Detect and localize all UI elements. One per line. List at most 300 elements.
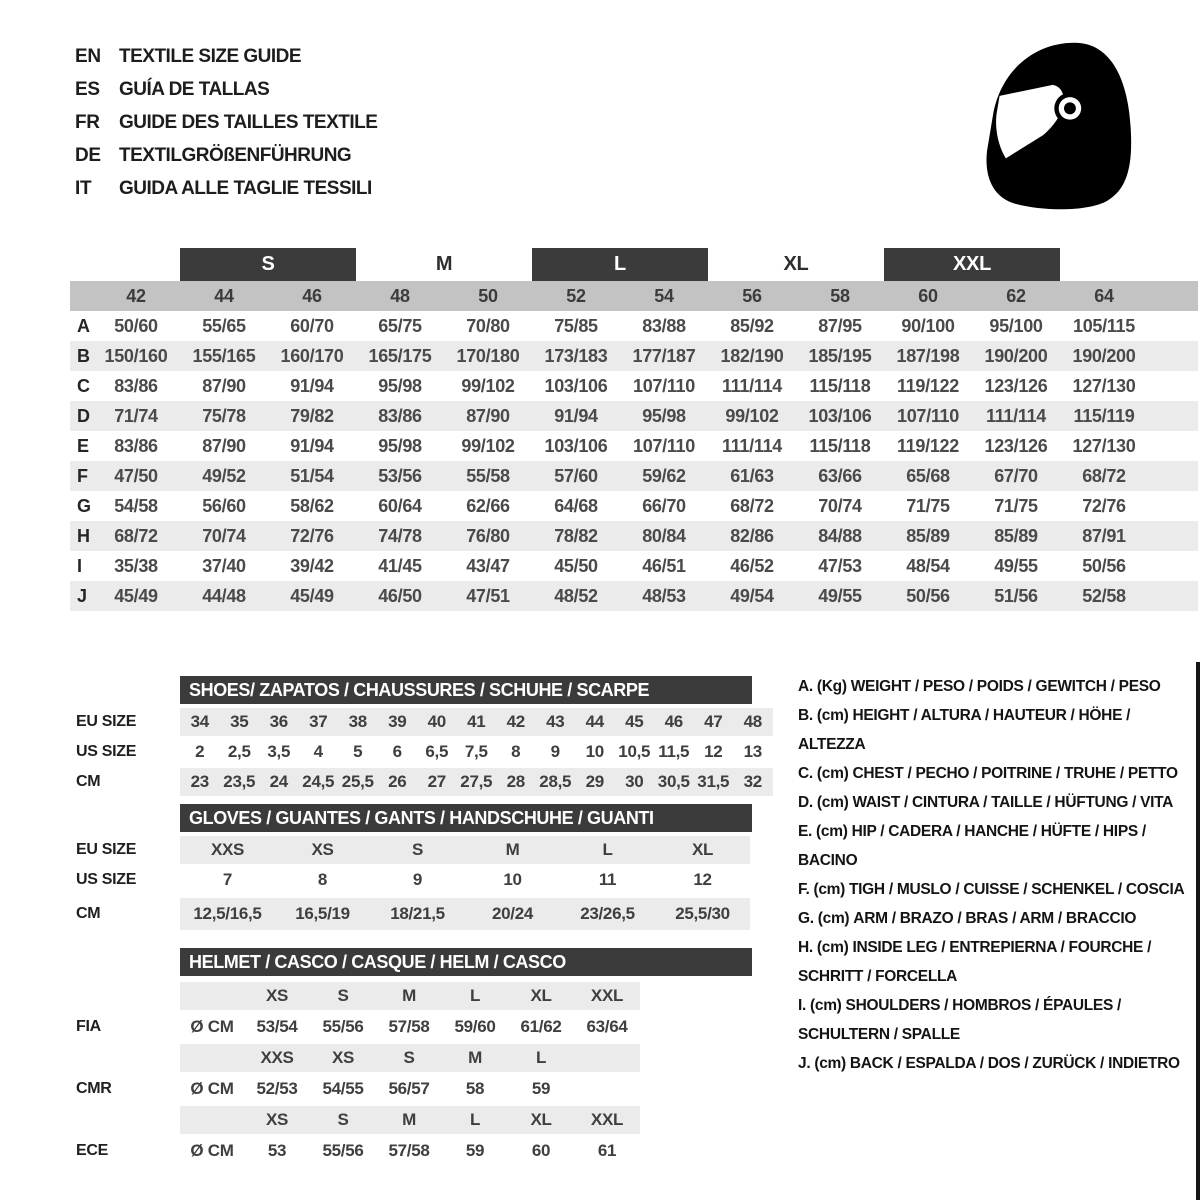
size-value: 72/76 bbox=[1082, 495, 1126, 516]
shoes-row bbox=[180, 768, 773, 796]
shoes-value: 9 bbox=[550, 742, 560, 761]
language-list bbox=[75, 40, 377, 205]
size-value: 123/126 bbox=[984, 435, 1048, 456]
size-value: 68/72 bbox=[1082, 465, 1126, 486]
eu-size-column-header: 64 bbox=[1094, 285, 1114, 306]
shoes-value: 24,5 bbox=[302, 772, 335, 791]
legend-unit: (cm) bbox=[816, 765, 849, 782]
size-value: 95/98 bbox=[378, 375, 422, 396]
gloves-value: 16,5/19 bbox=[295, 904, 350, 923]
size-value: 83/86 bbox=[378, 405, 422, 426]
shoes-value: 4 bbox=[313, 742, 323, 761]
measurement-row-i bbox=[70, 551, 1198, 581]
size-band-m: M bbox=[435, 253, 453, 275]
size-value: 99/102 bbox=[725, 405, 779, 426]
diameter-unit: Ø CM bbox=[190, 1079, 234, 1098]
helmet-size-label: L bbox=[469, 986, 481, 1005]
size-value: 71/75 bbox=[994, 495, 1038, 516]
size-value: 85/89 bbox=[994, 525, 1038, 546]
size-value: 119/122 bbox=[897, 375, 959, 396]
size-value: 103/106 bbox=[808, 405, 872, 426]
size-value: 53/56 bbox=[378, 465, 422, 486]
eu-size-column-header: 54 bbox=[654, 285, 674, 306]
helmet-size-value: 59 bbox=[465, 1141, 485, 1160]
size-value: 64/68 bbox=[554, 495, 598, 516]
size-value: 75/85 bbox=[554, 315, 598, 336]
language-title: GUIDE DES TAILLES TEXTILE bbox=[119, 112, 378, 133]
size-value: 85/92 bbox=[730, 315, 774, 336]
shoes-value: 25,5 bbox=[341, 772, 374, 791]
legend-unit: (cm) bbox=[813, 881, 845, 898]
shoes-value: 41 bbox=[467, 712, 486, 731]
size-value: 45/49 bbox=[290, 585, 334, 606]
size-value: 79/82 bbox=[290, 405, 334, 426]
shoes-value: 11,5 bbox=[658, 742, 690, 761]
size-value: 185/195 bbox=[808, 345, 872, 366]
size-value: 91/94 bbox=[554, 405, 598, 426]
legend-item bbox=[798, 904, 1190, 933]
size-value: 56/60 bbox=[202, 495, 246, 516]
eu-size-column-header: 48 bbox=[390, 285, 410, 306]
helmet-size-label: XXS bbox=[260, 1048, 294, 1067]
eu-size-header-row bbox=[70, 281, 1198, 311]
size-value: 58/62 bbox=[290, 495, 334, 516]
legend-item bbox=[798, 1049, 1190, 1078]
measurement-row-e bbox=[70, 431, 1198, 461]
size-value: 49/55 bbox=[818, 585, 862, 606]
language-row bbox=[75, 40, 377, 73]
size-value: 72/76 bbox=[290, 525, 334, 546]
shoes-value: 42 bbox=[506, 712, 525, 731]
size-value: 70/80 bbox=[466, 315, 510, 336]
size-value: 103/106 bbox=[544, 435, 608, 456]
helmet-size-label: M bbox=[402, 1110, 416, 1129]
legend-key: G. bbox=[798, 910, 814, 927]
size-value: 111/114 bbox=[986, 405, 1046, 426]
shoes-value: 8 bbox=[511, 742, 521, 761]
measurement-row-label: F bbox=[77, 465, 88, 486]
gloves-value: XS bbox=[311, 840, 334, 859]
shoes-value: 30,5 bbox=[657, 772, 690, 791]
size-value: 87/91 bbox=[1082, 525, 1126, 546]
helmet-size-value: 59/60 bbox=[454, 1017, 496, 1036]
size-value: 37/40 bbox=[202, 555, 246, 576]
helmet-size-value: 55/56 bbox=[322, 1141, 364, 1160]
shoes-value: 29 bbox=[585, 772, 604, 791]
helmet-size-label: XXL bbox=[590, 1110, 624, 1129]
measurement-row-label: B bbox=[77, 345, 90, 366]
shoes-value: 38 bbox=[348, 712, 367, 731]
size-value: 45/49 bbox=[114, 585, 158, 606]
gloves-section-header: GLOVES / GUANTES / GANTS / HANDSCHUHE / GUANTI bbox=[180, 804, 752, 832]
legend-item bbox=[798, 817, 1190, 875]
eu-size-column-header: 46 bbox=[302, 285, 322, 306]
legend-text: HEIGHT / ALTURA / HAUTEUR / HÖHE / ALTEZZA bbox=[798, 707, 1131, 753]
shoes-value: 28 bbox=[506, 772, 525, 791]
gloves-row bbox=[180, 898, 750, 930]
measurement-row-a bbox=[70, 311, 1198, 341]
legend-text: ARM / BRAZO / BRAS / ARM / BRACCIO bbox=[853, 910, 1137, 927]
helmet-size-value: 59 bbox=[531, 1079, 551, 1098]
legend-text: TIGH / MUSLO / CUISSE / SCHENKEL / COSCIA bbox=[849, 881, 1185, 898]
shoes-value: 40 bbox=[427, 712, 446, 731]
size-value: 59/62 bbox=[642, 465, 686, 486]
legend-text: WAIST / CINTURA / TAILLE / HÜFTUNG / VITA bbox=[852, 794, 1174, 811]
shoes-value: 28,5 bbox=[539, 772, 572, 791]
size-value: 47/50 bbox=[114, 465, 158, 486]
diameter-unit: Ø CM bbox=[190, 1141, 234, 1160]
shoes-value: 23,5 bbox=[223, 772, 256, 791]
helmet-size-label: L bbox=[469, 1110, 481, 1129]
size-value: 123/126 bbox=[984, 375, 1048, 396]
helmet-size-header-row bbox=[180, 1044, 640, 1072]
size-value: 170/180 bbox=[456, 345, 520, 366]
size-value: 41/45 bbox=[378, 555, 422, 576]
legend-text: BACK / ESPALDA / DOS / ZURÜCK / INDIETRO bbox=[849, 1055, 1180, 1072]
size-value: 68/72 bbox=[114, 525, 158, 546]
size-value: 115/118 bbox=[809, 375, 871, 396]
size-value: 49/55 bbox=[994, 555, 1038, 576]
size-value: 63/66 bbox=[818, 465, 862, 486]
size-value: 78/82 bbox=[554, 525, 598, 546]
size-value: 103/106 bbox=[544, 375, 608, 396]
size-value: 74/78 bbox=[378, 525, 422, 546]
helmet-size-label: XS bbox=[265, 986, 289, 1005]
legend-key: I. bbox=[798, 997, 807, 1014]
shoes-row bbox=[180, 738, 773, 766]
language-row bbox=[75, 172, 377, 205]
size-value: 127/130 bbox=[1072, 375, 1136, 396]
legend-item bbox=[798, 991, 1190, 1049]
helmet-section-header: HELMET / CASCO / CASQUE / HELM / CASCO bbox=[180, 948, 752, 976]
eu-size-column-header: 56 bbox=[742, 285, 762, 306]
size-value: 71/75 bbox=[906, 495, 950, 516]
size-value: 115/119 bbox=[1073, 405, 1135, 426]
legend-key: C. bbox=[798, 765, 813, 782]
helmet-size-label: L bbox=[535, 1048, 547, 1067]
shoes-value: 3,5 bbox=[267, 742, 291, 761]
language-code: DE bbox=[75, 145, 101, 166]
helmet-size-header-row bbox=[180, 982, 640, 1010]
size-value: 75/78 bbox=[202, 405, 246, 426]
shoes-value: 12 bbox=[704, 742, 723, 761]
legend-item bbox=[798, 875, 1190, 904]
gloves-row-label: EU SIZE bbox=[76, 841, 137, 858]
helmet-value-row bbox=[180, 1074, 640, 1104]
legend-item bbox=[798, 759, 1190, 788]
size-value: 107/110 bbox=[633, 375, 695, 396]
measurement-row-label: C bbox=[77, 375, 90, 396]
legend-key: F. bbox=[798, 881, 810, 898]
size-value: 71/74 bbox=[114, 405, 158, 426]
size-value: 87/90 bbox=[466, 405, 510, 426]
size-value: 85/89 bbox=[906, 525, 950, 546]
size-value: 95/100 bbox=[989, 315, 1043, 336]
measurement-row-c bbox=[70, 371, 1198, 401]
helmet-size-value: 52/53 bbox=[256, 1079, 298, 1098]
shoes-value: 36 bbox=[269, 712, 288, 731]
helmet-size-label: S bbox=[337, 986, 349, 1005]
helmet-size-value: 60 bbox=[531, 1141, 551, 1160]
shoes-value: 13 bbox=[743, 742, 762, 761]
shoes-row-label: EU SIZE bbox=[76, 713, 137, 730]
size-value: 46/52 bbox=[730, 555, 774, 576]
shoes-value: 27 bbox=[427, 772, 446, 791]
size-value: 187/198 bbox=[896, 345, 960, 366]
shoes-value: 32 bbox=[743, 772, 762, 791]
helmet-standard-label-cmr: CMR bbox=[76, 1080, 112, 1097]
size-value: 80/84 bbox=[642, 525, 686, 546]
eu-size-column-header: 44 bbox=[214, 285, 234, 306]
measurement-rows bbox=[70, 311, 1198, 611]
shoes-value: 5 bbox=[353, 742, 363, 761]
size-band-xxl: XXL bbox=[884, 248, 1060, 281]
size-value: 62/66 bbox=[466, 495, 510, 516]
shoes-value: 31,5 bbox=[697, 772, 730, 791]
size-value: 44/48 bbox=[202, 585, 246, 606]
legend-unit: (cm) bbox=[814, 1055, 846, 1072]
gloves-value: XL bbox=[691, 840, 714, 859]
shoes-value: 46 bbox=[664, 712, 683, 731]
size-value: 99/102 bbox=[461, 375, 515, 396]
measurement-row-label: E bbox=[77, 435, 89, 456]
language-title: GUÍA DE TALLAS bbox=[119, 79, 270, 100]
size-value: 155/165 bbox=[192, 345, 256, 366]
gloves-row bbox=[180, 836, 750, 864]
gloves-value: 10 bbox=[503, 870, 522, 889]
legend-unit: (Kg) bbox=[816, 678, 847, 695]
eu-size-column-header: 52 bbox=[566, 285, 586, 306]
measurement-row-label: H bbox=[77, 525, 90, 546]
legend-key: A. bbox=[798, 678, 813, 695]
legend-text: WEIGHT / PESO / POIDS / GEWITCH / PESO bbox=[850, 678, 1161, 695]
gloves-row bbox=[180, 866, 750, 894]
legend-unit: (cm) bbox=[816, 707, 849, 724]
legend-item bbox=[798, 672, 1190, 701]
size-value: 48/54 bbox=[906, 555, 950, 576]
size-value: 119/122 bbox=[897, 435, 959, 456]
size-value: 35/38 bbox=[114, 555, 158, 576]
helmet-size-value: 53 bbox=[267, 1141, 287, 1160]
helmet-size-label: XL bbox=[530, 986, 552, 1005]
legend-key: J. bbox=[798, 1055, 811, 1072]
size-value: 76/80 bbox=[466, 525, 510, 546]
language-row bbox=[75, 139, 377, 172]
legend-item bbox=[798, 933, 1190, 991]
gloves-value: 7 bbox=[222, 870, 233, 889]
gloves-value: 25,5/30 bbox=[675, 904, 730, 923]
legend-unit: (cm) bbox=[816, 939, 849, 956]
shoes-value: 48 bbox=[743, 712, 762, 731]
gloves-value: 23/26,5 bbox=[580, 904, 635, 923]
size-value: 61/63 bbox=[730, 465, 774, 486]
helmet-value-row bbox=[180, 1012, 640, 1042]
legend-text: SHOULDERS / HOMBROS / ÉPAULES / SCHULTERN / SPALLE bbox=[798, 997, 1122, 1043]
helmet-size-value: 55/56 bbox=[322, 1017, 364, 1036]
size-value: 95/98 bbox=[378, 435, 422, 456]
size-value: 182/190 bbox=[720, 345, 784, 366]
measurement-row-label: J bbox=[77, 585, 87, 606]
legend-key: H. bbox=[798, 939, 813, 956]
language-code: ES bbox=[75, 79, 100, 100]
size-value: 107/110 bbox=[897, 405, 959, 426]
eu-size-column-header: 50 bbox=[478, 285, 498, 306]
size-value: 43/47 bbox=[466, 555, 510, 576]
gloves-value: 9 bbox=[412, 870, 423, 889]
shoes-row-label: US SIZE bbox=[76, 743, 137, 760]
size-value: 87/90 bbox=[202, 375, 246, 396]
legend-key: D. bbox=[798, 794, 813, 811]
shoes-value: 10,5 bbox=[618, 742, 651, 761]
legend-item bbox=[798, 788, 1190, 817]
helmet-size-label: M bbox=[402, 986, 416, 1005]
size-value: 50/56 bbox=[906, 585, 950, 606]
language-title: TEXTILGRÖßENFÜHRUNG bbox=[119, 145, 352, 166]
gloves-row-label: US SIZE bbox=[76, 871, 137, 888]
size-value: 84/88 bbox=[818, 525, 862, 546]
shoes-value: 45 bbox=[625, 712, 644, 731]
size-value: 70/74 bbox=[202, 525, 246, 546]
language-title: GUIDA ALLE TAGLIE TESSILI bbox=[119, 178, 372, 199]
helmet-standard-label-ece: ECE bbox=[76, 1142, 108, 1159]
legend-text: HIP / CADERA / HANCHE / HÜFTE / HIPS / BACINO bbox=[798, 823, 1146, 869]
legend-item bbox=[798, 701, 1190, 759]
helmet-standard-label-fia: FIA bbox=[76, 1018, 101, 1035]
helmet-size-label: XL bbox=[530, 1110, 552, 1129]
shoes-value: 23 bbox=[190, 772, 209, 791]
shoes-value: 6 bbox=[392, 742, 402, 761]
gloves-value: XXS bbox=[210, 840, 245, 859]
shoes-value: 47 bbox=[704, 712, 723, 731]
size-value: 47/53 bbox=[818, 555, 862, 576]
size-value: 83/86 bbox=[114, 435, 158, 456]
size-value: 50/60 bbox=[114, 315, 158, 336]
size-value: 87/95 bbox=[818, 315, 862, 336]
shoes-value: 2,5 bbox=[227, 742, 251, 761]
language-row bbox=[75, 73, 377, 106]
size-value: 60/70 bbox=[290, 315, 334, 336]
diameter-unit: Ø CM bbox=[190, 1017, 234, 1036]
size-value: 107/110 bbox=[633, 435, 695, 456]
helmet-size-value: 61/62 bbox=[520, 1017, 562, 1036]
helmet-size-value: 53/54 bbox=[256, 1017, 298, 1036]
shoes-value: 34 bbox=[190, 712, 209, 731]
size-value: 57/60 bbox=[554, 465, 598, 486]
size-value: 150/160 bbox=[104, 345, 168, 366]
language-code: IT bbox=[75, 178, 92, 199]
racing-helmet-icon bbox=[980, 38, 1138, 210]
gloves-value: M bbox=[505, 840, 520, 859]
size-value: 54/58 bbox=[114, 495, 158, 516]
measurement-legend bbox=[798, 672, 1190, 1078]
legend-unit: (cm) bbox=[816, 794, 849, 811]
gloves-value: S bbox=[411, 840, 424, 859]
legend-unit: (cm) bbox=[816, 823, 848, 840]
size-value: 165/175 bbox=[368, 345, 432, 366]
helmet-size-label: M bbox=[468, 1048, 482, 1067]
gloves-value: 8 bbox=[317, 870, 328, 889]
size-value: 50/56 bbox=[1082, 555, 1126, 576]
size-value: 111/114 bbox=[722, 435, 782, 456]
size-value: 70/74 bbox=[818, 495, 862, 516]
size-value: 190/200 bbox=[1072, 345, 1136, 366]
language-code: EN bbox=[75, 46, 101, 67]
helmet-size-value: 61 bbox=[597, 1141, 617, 1160]
measurement-row-label: D bbox=[77, 405, 90, 426]
helmet-size-value: 56/57 bbox=[388, 1079, 430, 1098]
size-value: 87/90 bbox=[202, 435, 246, 456]
helmet-size-label: XS bbox=[265, 1110, 289, 1129]
size-value: 66/70 bbox=[642, 495, 686, 516]
helmet-size-value: 63/64 bbox=[586, 1017, 628, 1036]
language-title: TEXTILE SIZE GUIDE bbox=[119, 46, 302, 67]
gloves-value: 11 bbox=[598, 870, 617, 889]
size-value: 160/170 bbox=[280, 345, 344, 366]
language-row bbox=[75, 106, 377, 139]
shoes-value: 6,5 bbox=[425, 742, 449, 761]
measurement-row-label: A bbox=[77, 315, 90, 336]
size-value: 55/65 bbox=[202, 315, 246, 336]
measurement-row-f bbox=[70, 461, 1198, 491]
shoes-value: 37 bbox=[309, 712, 328, 731]
gloves-row-label: CM bbox=[76, 905, 101, 922]
size-value: 105/115 bbox=[1073, 315, 1135, 336]
eu-size-column-header: 60 bbox=[918, 285, 938, 306]
measurement-row-j bbox=[70, 581, 1198, 611]
size-value: 49/54 bbox=[730, 585, 774, 606]
legend-text: INSIDE LEG / ENTREPIERNA / FOURCHE / SCHRITT / FORCELLA bbox=[798, 939, 1152, 985]
size-value: 68/72 bbox=[730, 495, 774, 516]
helmet-size-label: XXL bbox=[590, 986, 624, 1005]
measurement-row-g bbox=[70, 491, 1198, 521]
size-value: 82/86 bbox=[730, 525, 774, 546]
shoes-section-header: SHOES/ ZAPATOS / CHAUSSURES / SCHUHE / SCARPE bbox=[180, 676, 752, 704]
helmet-size-value: 57/58 bbox=[388, 1017, 430, 1036]
size-value: 111/114 bbox=[722, 375, 782, 396]
size-value: 83/86 bbox=[114, 375, 158, 396]
shoes-value: 43 bbox=[546, 712, 565, 731]
size-value: 48/53 bbox=[642, 585, 686, 606]
measurement-row-label: I bbox=[77, 555, 82, 576]
eu-size-column-header: 58 bbox=[830, 285, 850, 306]
size-value: 49/52 bbox=[202, 465, 246, 486]
gloves-value: 18/21,5 bbox=[390, 904, 445, 923]
gloves-value: 12 bbox=[693, 870, 712, 889]
helmet-size-label: S bbox=[337, 1110, 349, 1129]
shoes-value: 35 bbox=[230, 712, 249, 731]
size-value: 99/102 bbox=[461, 435, 515, 456]
eu-size-column-header: 62 bbox=[1006, 285, 1026, 306]
size-value: 52/58 bbox=[1082, 585, 1126, 606]
shoes-value: 7,5 bbox=[464, 742, 488, 761]
helmet-size-value: 54/55 bbox=[322, 1079, 364, 1098]
measurement-row-label: G bbox=[77, 495, 91, 516]
size-value: 46/50 bbox=[378, 585, 422, 606]
size-value: 127/130 bbox=[1072, 435, 1136, 456]
legend-key: B. bbox=[798, 707, 813, 724]
size-value: 60/64 bbox=[378, 495, 422, 516]
size-value: 47/51 bbox=[466, 585, 510, 606]
shoes-value: 44 bbox=[585, 712, 604, 731]
eu-size-column-header: 42 bbox=[126, 285, 146, 306]
legend-unit: (cm) bbox=[810, 997, 842, 1014]
size-value: 48/52 bbox=[554, 585, 598, 606]
legend-key: E. bbox=[798, 823, 813, 840]
shoes-row-label: CM bbox=[76, 773, 101, 790]
size-value: 46/51 bbox=[642, 555, 686, 576]
shoes-value: 26 bbox=[388, 772, 407, 791]
helmet-size-label: S bbox=[403, 1048, 415, 1067]
